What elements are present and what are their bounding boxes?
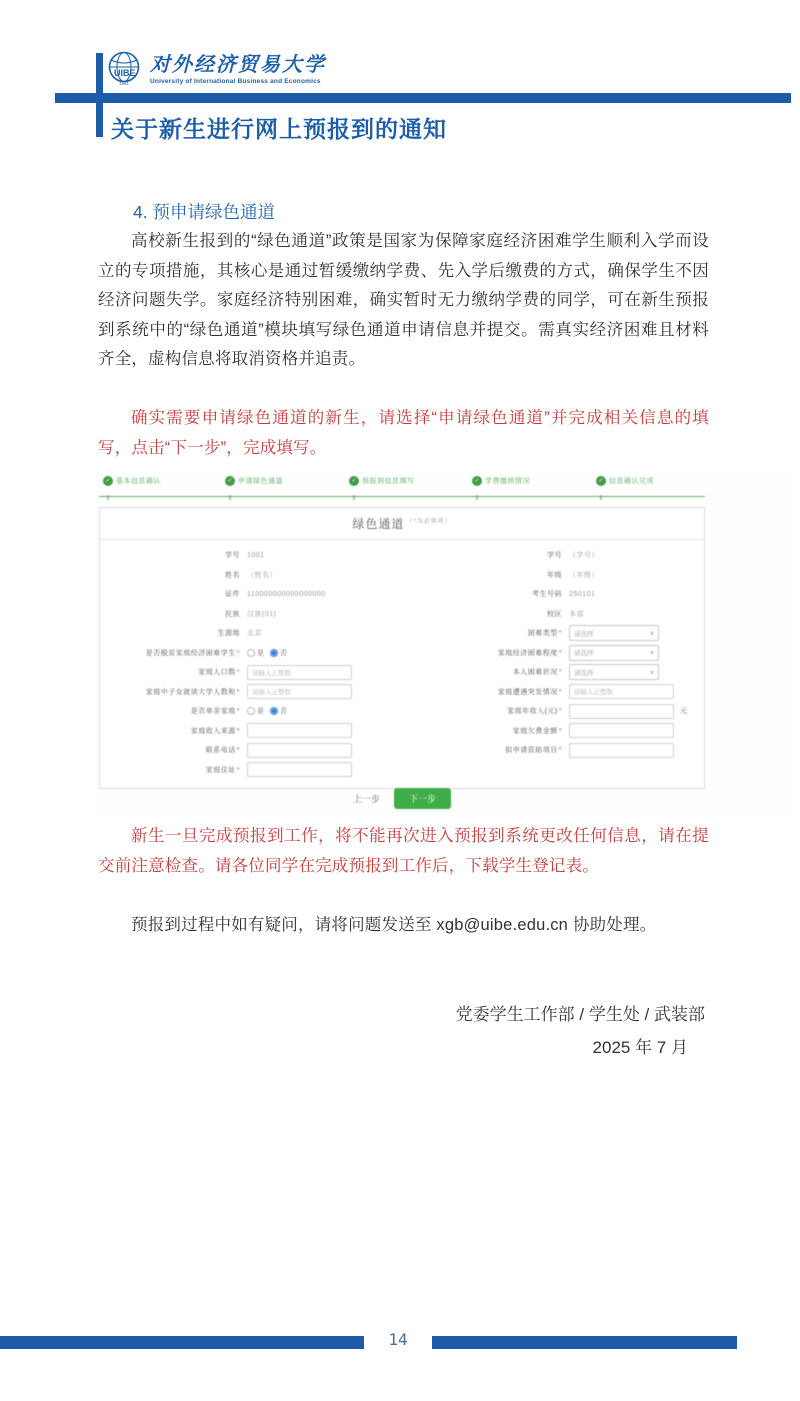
- svg-text:1951: 1951: [119, 81, 130, 86]
- step-check-icon: ✓: [225, 476, 235, 486]
- required-asterisk: *: [236, 766, 240, 774]
- form-field-control: [569, 664, 659, 680]
- form-field-control: [247, 743, 352, 758]
- form-text-input[interactable]: [247, 665, 352, 680]
- chevron-down-icon: ∨: [649, 669, 654, 676]
- form-title-note: （*为必填项）: [406, 519, 452, 525]
- form-select[interactable]: [569, 664, 659, 680]
- form-title: 绿色通道: [352, 517, 405, 531]
- radio-option: [247, 706, 264, 716]
- form-text-input[interactable]: [247, 723, 352, 738]
- svg-text:UIBE: UIBE: [114, 68, 136, 78]
- form-field-label: 联系电话*: [205, 747, 240, 754]
- form-field-label: 家庭遭遇突发情况*: [497, 688, 562, 696]
- form-field-label: 拟申请资助项目*: [505, 747, 562, 754]
- form-field-label: 家庭人口数*: [198, 669, 240, 676]
- form-static-value: 北京: [247, 630, 262, 637]
- form-field-label: 困难类型*: [527, 630, 562, 637]
- step-label: 学费缴纳情况: [485, 478, 530, 485]
- step-item: [349, 476, 415, 486]
- required-asterisk: *: [558, 688, 562, 696]
- footer-bar-left: [0, 1336, 364, 1349]
- form-row: [412, 607, 698, 621]
- form-field-control: [247, 609, 276, 619]
- form-field-label: 校区: [547, 610, 562, 618]
- form-field-label: 年级: [547, 571, 562, 579]
- form-text-input[interactable]: [569, 684, 674, 699]
- form-right-column: [412, 548, 698, 777]
- paragraph-apply-red: 确实需要申请绿色通道的新生，请选择“申请绿色通道”并完成相关信息的填写，点击“下一步”，完成填写。: [98, 409, 709, 457]
- form-row: [412, 685, 698, 699]
- form-field-label: 民族: [225, 610, 240, 618]
- form-field-label: 生源地: [217, 630, 240, 637]
- header-logo: [106, 50, 326, 87]
- select-value: 请选择: [574, 650, 594, 657]
- chevron-down-icon: ∨: [649, 650, 654, 656]
- required-asterisk: *: [558, 747, 562, 754]
- form-field-control: [569, 625, 659, 641]
- section-heading: 4. 预申请绿色通道: [133, 202, 275, 222]
- signature-department: 党委学生工作部 / 学生处 / 武装部: [455, 1005, 705, 1024]
- form-field-control: [247, 570, 277, 580]
- uibe-emblem-icon: [106, 50, 142, 87]
- step-check-icon: ✓: [596, 476, 606, 486]
- step-item: [103, 476, 161, 486]
- form-static-value: （姓名）: [247, 571, 277, 579]
- required-asterisk: *: [558, 727, 562, 735]
- form-select[interactable]: [569, 625, 659, 641]
- footer-bar-right: [432, 1336, 737, 1349]
- form-row: [100, 685, 412, 699]
- required-asterisk: *: [236, 747, 240, 754]
- form-field-label: 学号: [225, 552, 240, 559]
- form-panel: [99, 507, 705, 789]
- form-static-value: （学号）: [569, 552, 599, 559]
- form-field-label: 证件: [225, 591, 240, 598]
- step-item: [472, 476, 530, 486]
- required-asterisk: *: [236, 669, 240, 676]
- required-asterisk: *: [558, 630, 562, 637]
- form-field-label: 姓名: [225, 571, 240, 579]
- paragraph-policy: 高校新生报到的“绿色通道”政策是国家为保障家庭经济困难学生顺利入学而设立的专项措施，其核心是通过暂缓缴纳学费、先入学后缴费的方式，确保学生不因经济问题失学。家庭经济特别困难，确实暂时无力缴纳学费的同学，可在新生预报到系统中的“绿色通道”模块填写绿色通道申请信息并提交。需真实经济困难且材料齐全，虚构信息将取消资格并追责。: [98, 232, 709, 369]
- form-row: [412, 626, 698, 640]
- paragraph-warning-red: 新生一旦完成预报到工作，将不能再次进入预报到系统更改任何信息，请在提交前注意检查。请各位同学在完成预报到工作后，下载学生登记表。: [98, 827, 709, 875]
- horizontal-accent-bar: [55, 93, 791, 103]
- signature-date: 2025 年 7 月: [592, 1038, 688, 1057]
- required-asterisk: *: [558, 649, 562, 657]
- required-asterisk: *: [236, 649, 240, 657]
- input-placeholder: 请输入正整数: [252, 689, 291, 696]
- radio-option: [247, 648, 264, 658]
- form-columns: [100, 548, 704, 777]
- form-row: [412, 724, 698, 738]
- step-label: 基本信息确认: [116, 478, 161, 485]
- step-item: [225, 476, 283, 486]
- form-field-control: [247, 591, 326, 598]
- radio-button[interactable]: [247, 649, 255, 657]
- form-static-value: （年级）: [569, 571, 599, 579]
- step-label: 预报到信息填写: [362, 478, 415, 485]
- radio-button[interactable]: [270, 649, 278, 657]
- step-label: 信息确认完成: [609, 478, 654, 485]
- form-field-label: 是否脱贫家庭经济困难学生*: [145, 649, 240, 657]
- form-field-label: 考生号码: [532, 591, 562, 598]
- form-field-control: [569, 570, 599, 580]
- form-field-control: [569, 743, 674, 758]
- chevron-down-icon: ∨: [649, 630, 654, 637]
- required-asterisk: *: [236, 688, 240, 696]
- radio-label: 否: [280, 649, 287, 657]
- form-title-bar: [100, 508, 704, 540]
- form-row: [412, 743, 698, 757]
- form-row: [100, 626, 412, 640]
- step-label: 申请绿色通道: [238, 478, 283, 485]
- next-step-button[interactable]: 下一步: [394, 788, 451, 809]
- form-text-input[interactable]: [247, 684, 352, 699]
- form-row: [412, 704, 698, 718]
- radio-button[interactable]: [270, 707, 278, 715]
- form-row: [100, 568, 412, 582]
- select-value: 请选择: [574, 630, 594, 638]
- form-field-control: [569, 645, 659, 661]
- form-row: [100, 704, 412, 718]
- form-field-control: [247, 552, 265, 559]
- page-title: 关于新生进行网上预报到的通知: [111, 116, 447, 142]
- form-text-input[interactable]: [247, 762, 352, 777]
- radio-label: 是: [257, 649, 264, 657]
- form-row: [100, 587, 412, 601]
- paragraph-contact: 预报到过程中如有疑问，请将问题发送至 xgb@uibe.edu.cn 协助处理。: [131, 916, 657, 934]
- form-row: [100, 665, 412, 679]
- form-field-control: [247, 665, 352, 680]
- form-static-value: 汉族(01): [247, 610, 277, 618]
- form-row: [100, 743, 412, 757]
- form-row: [412, 568, 698, 582]
- logo-name-en: University of International Business and Economics: [150, 78, 321, 85]
- input-placeholder: 请输入正整数: [574, 689, 613, 696]
- form-field-label: 本人困难状况*: [512, 669, 562, 676]
- form-field-label: 家庭中子女就读大学人数和*: [145, 688, 240, 696]
- form-field-control: [569, 684, 674, 699]
- form-static-value: 110000000000000000: [247, 590, 326, 598]
- stepper-line: [99, 496, 705, 497]
- form-field-control: [247, 762, 352, 777]
- required-asterisk: *: [558, 708, 562, 715]
- form-row: [412, 587, 698, 601]
- form-row: [412, 665, 698, 679]
- form-field-control: [569, 550, 599, 560]
- form-row: [100, 548, 412, 562]
- form-field-label: 是否单亲家庭*: [190, 708, 240, 715]
- form-text-input[interactable]: [247, 743, 352, 758]
- form-left-column: [100, 548, 412, 777]
- form-row: [100, 763, 412, 777]
- form-field-label: 家庭收入来源*: [190, 727, 240, 735]
- form-static-value: 250101: [569, 590, 596, 598]
- radio-button[interactable]: [247, 707, 255, 715]
- select-value: 请选择: [574, 669, 594, 677]
- form-text-input[interactable]: [569, 704, 674, 719]
- step-check-icon: ✓: [472, 476, 482, 486]
- page-number: 14: [388, 1330, 408, 1349]
- form-row: [100, 607, 412, 621]
- step-check-icon: ✓: [103, 476, 113, 486]
- required-asterisk: *: [236, 708, 240, 715]
- form-row: [412, 646, 698, 660]
- form-field-control: [247, 684, 352, 699]
- form-field-label: 家庭年收入(元)*: [507, 708, 562, 715]
- form-text-input[interactable]: [569, 743, 674, 758]
- screenshot-embed: [95, 470, 795, 815]
- input-placeholder: 请输入正整数: [252, 669, 291, 677]
- form-static-value: 1001: [247, 551, 265, 559]
- form-select[interactable]: [569, 645, 659, 661]
- form-footer: [95, 788, 709, 809]
- form-static-value: 本部: [569, 610, 584, 618]
- radio-option: [270, 706, 287, 716]
- step-item: [596, 476, 654, 486]
- form-field-control: [247, 628, 262, 638]
- form-field-label: 家庭欠费金额*: [512, 727, 562, 735]
- form-text-input[interactable]: [569, 723, 674, 738]
- prev-step-link[interactable]: 上一步: [352, 794, 380, 804]
- form-row: [100, 724, 412, 738]
- form-field-control: [569, 591, 595, 598]
- radio-option: [270, 648, 287, 658]
- radio-label: 是: [257, 708, 264, 715]
- form-field-control: [569, 704, 687, 719]
- form-row: [412, 548, 698, 562]
- form-field-label: 家庭住址*: [205, 766, 240, 774]
- form-field-label: 学号: [547, 552, 562, 559]
- form-field-control: [569, 723, 674, 738]
- radio-label: 否: [280, 708, 287, 715]
- form-field-label: 家庭经济困难程度*: [497, 649, 562, 657]
- form-field-control: [247, 706, 287, 716]
- step-check-icon: ✓: [349, 476, 359, 486]
- input-suffix: 元: [680, 708, 687, 715]
- form-field-control: [247, 723, 352, 738]
- logo-name-cn: 对外经济贸易大学: [150, 52, 326, 76]
- required-asterisk: *: [236, 727, 240, 735]
- form-row: [100, 646, 412, 660]
- form-field-control: [247, 648, 287, 658]
- form-field-control: [569, 609, 584, 619]
- required-asterisk: *: [558, 669, 562, 676]
